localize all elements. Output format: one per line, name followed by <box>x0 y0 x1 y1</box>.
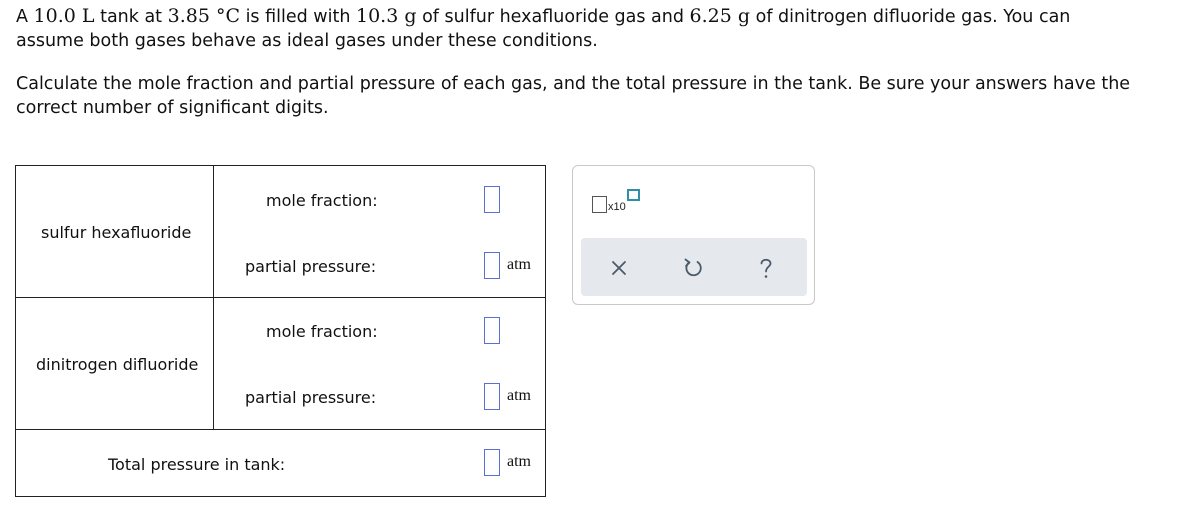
mantissa-box-icon <box>592 196 607 213</box>
gas2-mole-fraction-input[interactable] <box>484 317 500 344</box>
total-pressure-label: Total pressure in tank: <box>108 455 286 474</box>
problem-text: A <box>16 7 34 27</box>
total-pressure-input[interactable] <box>484 449 500 476</box>
exponent-box-icon <box>627 189 640 201</box>
clear-icon <box>602 251 636 285</box>
problem-text: of dinitrogen difluoride gas. You can <box>750 7 1071 27</box>
problem-text: of sulfur hexafluoride gas and <box>416 7 690 27</box>
unit-label: atm <box>507 256 531 273</box>
unit-label: atm <box>507 453 531 470</box>
problem-text: assume both gases behave as ideal gases under these conditions. <box>16 31 598 51</box>
gas2-partial-pressure-input[interactable] <box>484 383 500 410</box>
instruction-text: Calculate the mole fraction and partial pressure of each gas, and the total pressure in the tank. Be sure your answers have the <box>16 74 1131 94</box>
sf6-mass: 10.3 g <box>355 5 417 27</box>
tank-volume: 10.0 L <box>33 5 95 27</box>
problem-text: is filled with <box>240 7 356 27</box>
help-button[interactable] <box>749 251 783 285</box>
column-divider <box>213 166 214 298</box>
gas2-partial-pressure-label: partial pressure: <box>245 388 377 407</box>
unit-label: atm <box>507 387 531 404</box>
row-divider <box>16 297 545 298</box>
undo-button[interactable] <box>676 251 710 285</box>
answer-tools-palette <box>572 165 815 305</box>
undo-icon <box>676 251 710 285</box>
scientific-notation-button[interactable] <box>592 189 662 219</box>
instructions <box>16 72 1130 120</box>
tool-row <box>581 238 807 296</box>
gas1-name: sulfur hexafluoride <box>41 223 192 242</box>
gas1-mole-fraction-input[interactable] <box>484 186 500 213</box>
n2f2-mass: 6.25 g <box>689 5 751 27</box>
row-divider <box>16 429 545 430</box>
tank-temperature: 3.85 °C <box>167 5 240 27</box>
gas1-partial-pressure-label: partial pressure: <box>245 257 377 276</box>
problem-text: tank at <box>94 7 168 27</box>
clear-button[interactable] <box>602 251 636 285</box>
gas2-mole-fraction-label: mole fraction: <box>266 322 378 341</box>
help-icon <box>749 251 783 285</box>
problem-line-1 <box>16 4 1070 53</box>
times-ten-label: x10 <box>608 201 626 213</box>
gas1-mole-fraction-label: mole fraction: <box>266 191 378 210</box>
column-divider <box>213 298 214 430</box>
answer-table <box>15 165 546 497</box>
gas2-name: dinitrogen difluoride <box>36 355 199 374</box>
gas1-partial-pressure-input[interactable] <box>484 252 500 279</box>
instruction-text: correct number of significant digits. <box>16 98 329 118</box>
